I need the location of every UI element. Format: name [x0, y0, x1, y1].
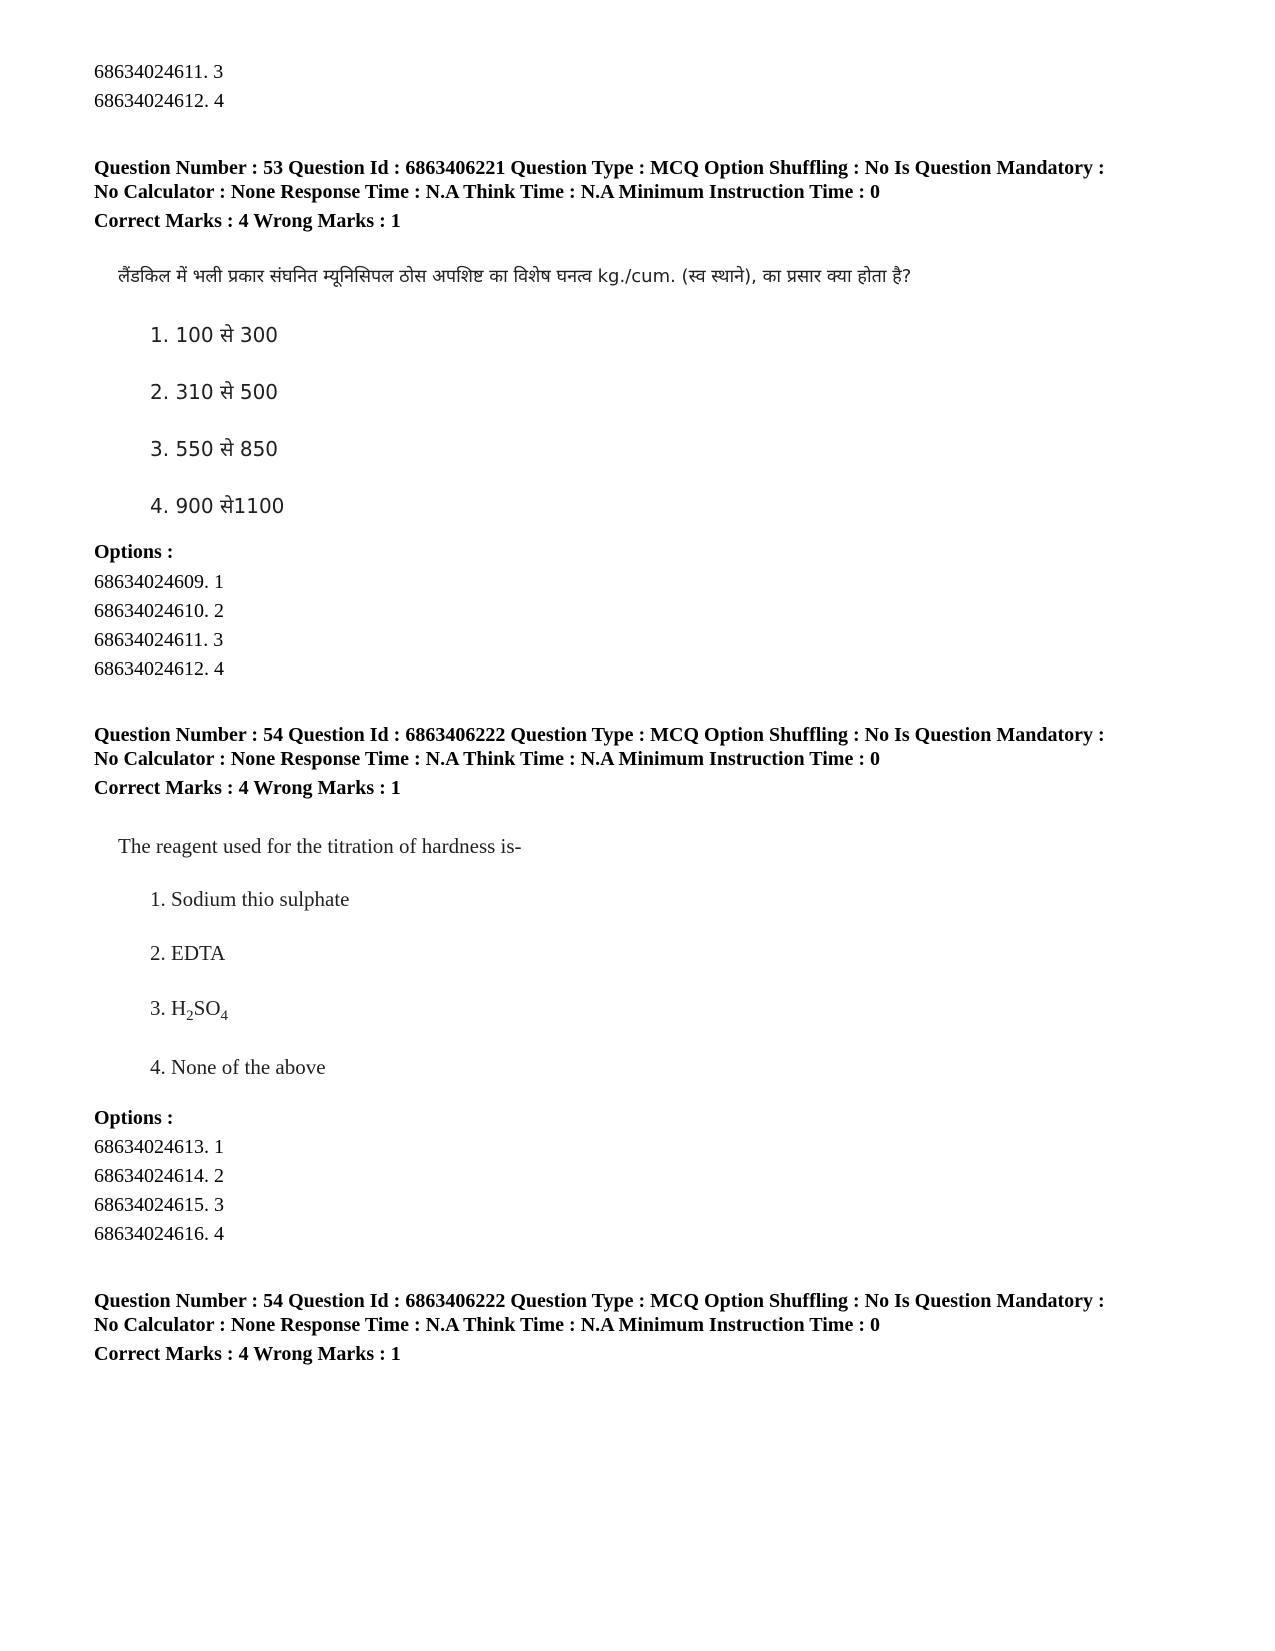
option-line: 68634024616. 4 — [94, 1223, 224, 1245]
question-header: No Calculator : None Response Time : N.A Think Time : N.A Minimum Instruction Time : 0 — [94, 181, 880, 203]
option-line: 68634024609. 1 — [94, 571, 224, 593]
option-line: 68634024613. 1 — [94, 1136, 224, 1158]
answer-choice: 2. 310 से 500 — [150, 380, 279, 404]
option-line: 68634024612. 4 — [94, 90, 224, 112]
option-line: 68634024611. 3 — [94, 629, 224, 651]
question-text: लैंडकिल में भली प्रकार संघनित म्यूनिसिपल ठोस अपशिष्ट का विशेष घनत्व kg./cum. (स्व स्थाने), का प्रसार क्या होता है? — [118, 266, 912, 287]
question-header: No Calculator : None Response Time : N.A Think Time : N.A Minimum Instruction Time : 0 — [94, 1314, 880, 1336]
question-header: Question Number : 54 Question Id : 6863406222 Question Type : MCQ Option Shuffling : No Is Question Mandatory : — [94, 724, 1105, 746]
answer-choice: 3. $H_2SO_4$ — [150, 996, 229, 1024]
answer-choice: 1. Sodium thio sulphate — [150, 887, 350, 911]
question-header: No Calculator : None Response Time : N.A Think Time : N.A Minimum Instruction Time : 0 — [94, 748, 880, 770]
answer-choice: 4. None of the above — [150, 1055, 326, 1079]
answer-choice: 4. 900 से1100 — [150, 494, 285, 518]
options-label: Options : — [94, 1107, 174, 1129]
option-line: 68634024611. 3 — [94, 61, 224, 83]
answer-choice: 2. EDTA — [150, 941, 226, 965]
option-line: 68634024612. 4 — [94, 658, 224, 680]
option-line: 68634024615. 3 — [94, 1194, 224, 1216]
question-header: Question Number : 54 Question Id : 6863406222 Question Type : MCQ Option Shuffling : No Is Question Mandatory : — [94, 1290, 1105, 1312]
option-line: 68634024614. 2 — [94, 1165, 224, 1187]
question-marks: Correct Marks : 4 Wrong Marks : 1 — [94, 777, 401, 799]
question-marks: Correct Marks : 4 Wrong Marks : 1 — [94, 210, 401, 232]
options-label: Options : — [94, 541, 174, 563]
question-marks: Correct Marks : 4 Wrong Marks : 1 — [94, 1343, 401, 1365]
option-line: 68634024610. 2 — [94, 600, 224, 622]
question-header: Question Number : 53 Question Id : 6863406221 Question Type : MCQ Option Shuffling : No Is Question Mandatory : — [94, 157, 1105, 179]
question-text: The reagent used for the titration of hardness is- — [118, 834, 522, 858]
answer-choice: 3. 550 से 850 — [150, 437, 279, 461]
answer-choice: 1. 100 से 300 — [150, 323, 279, 347]
